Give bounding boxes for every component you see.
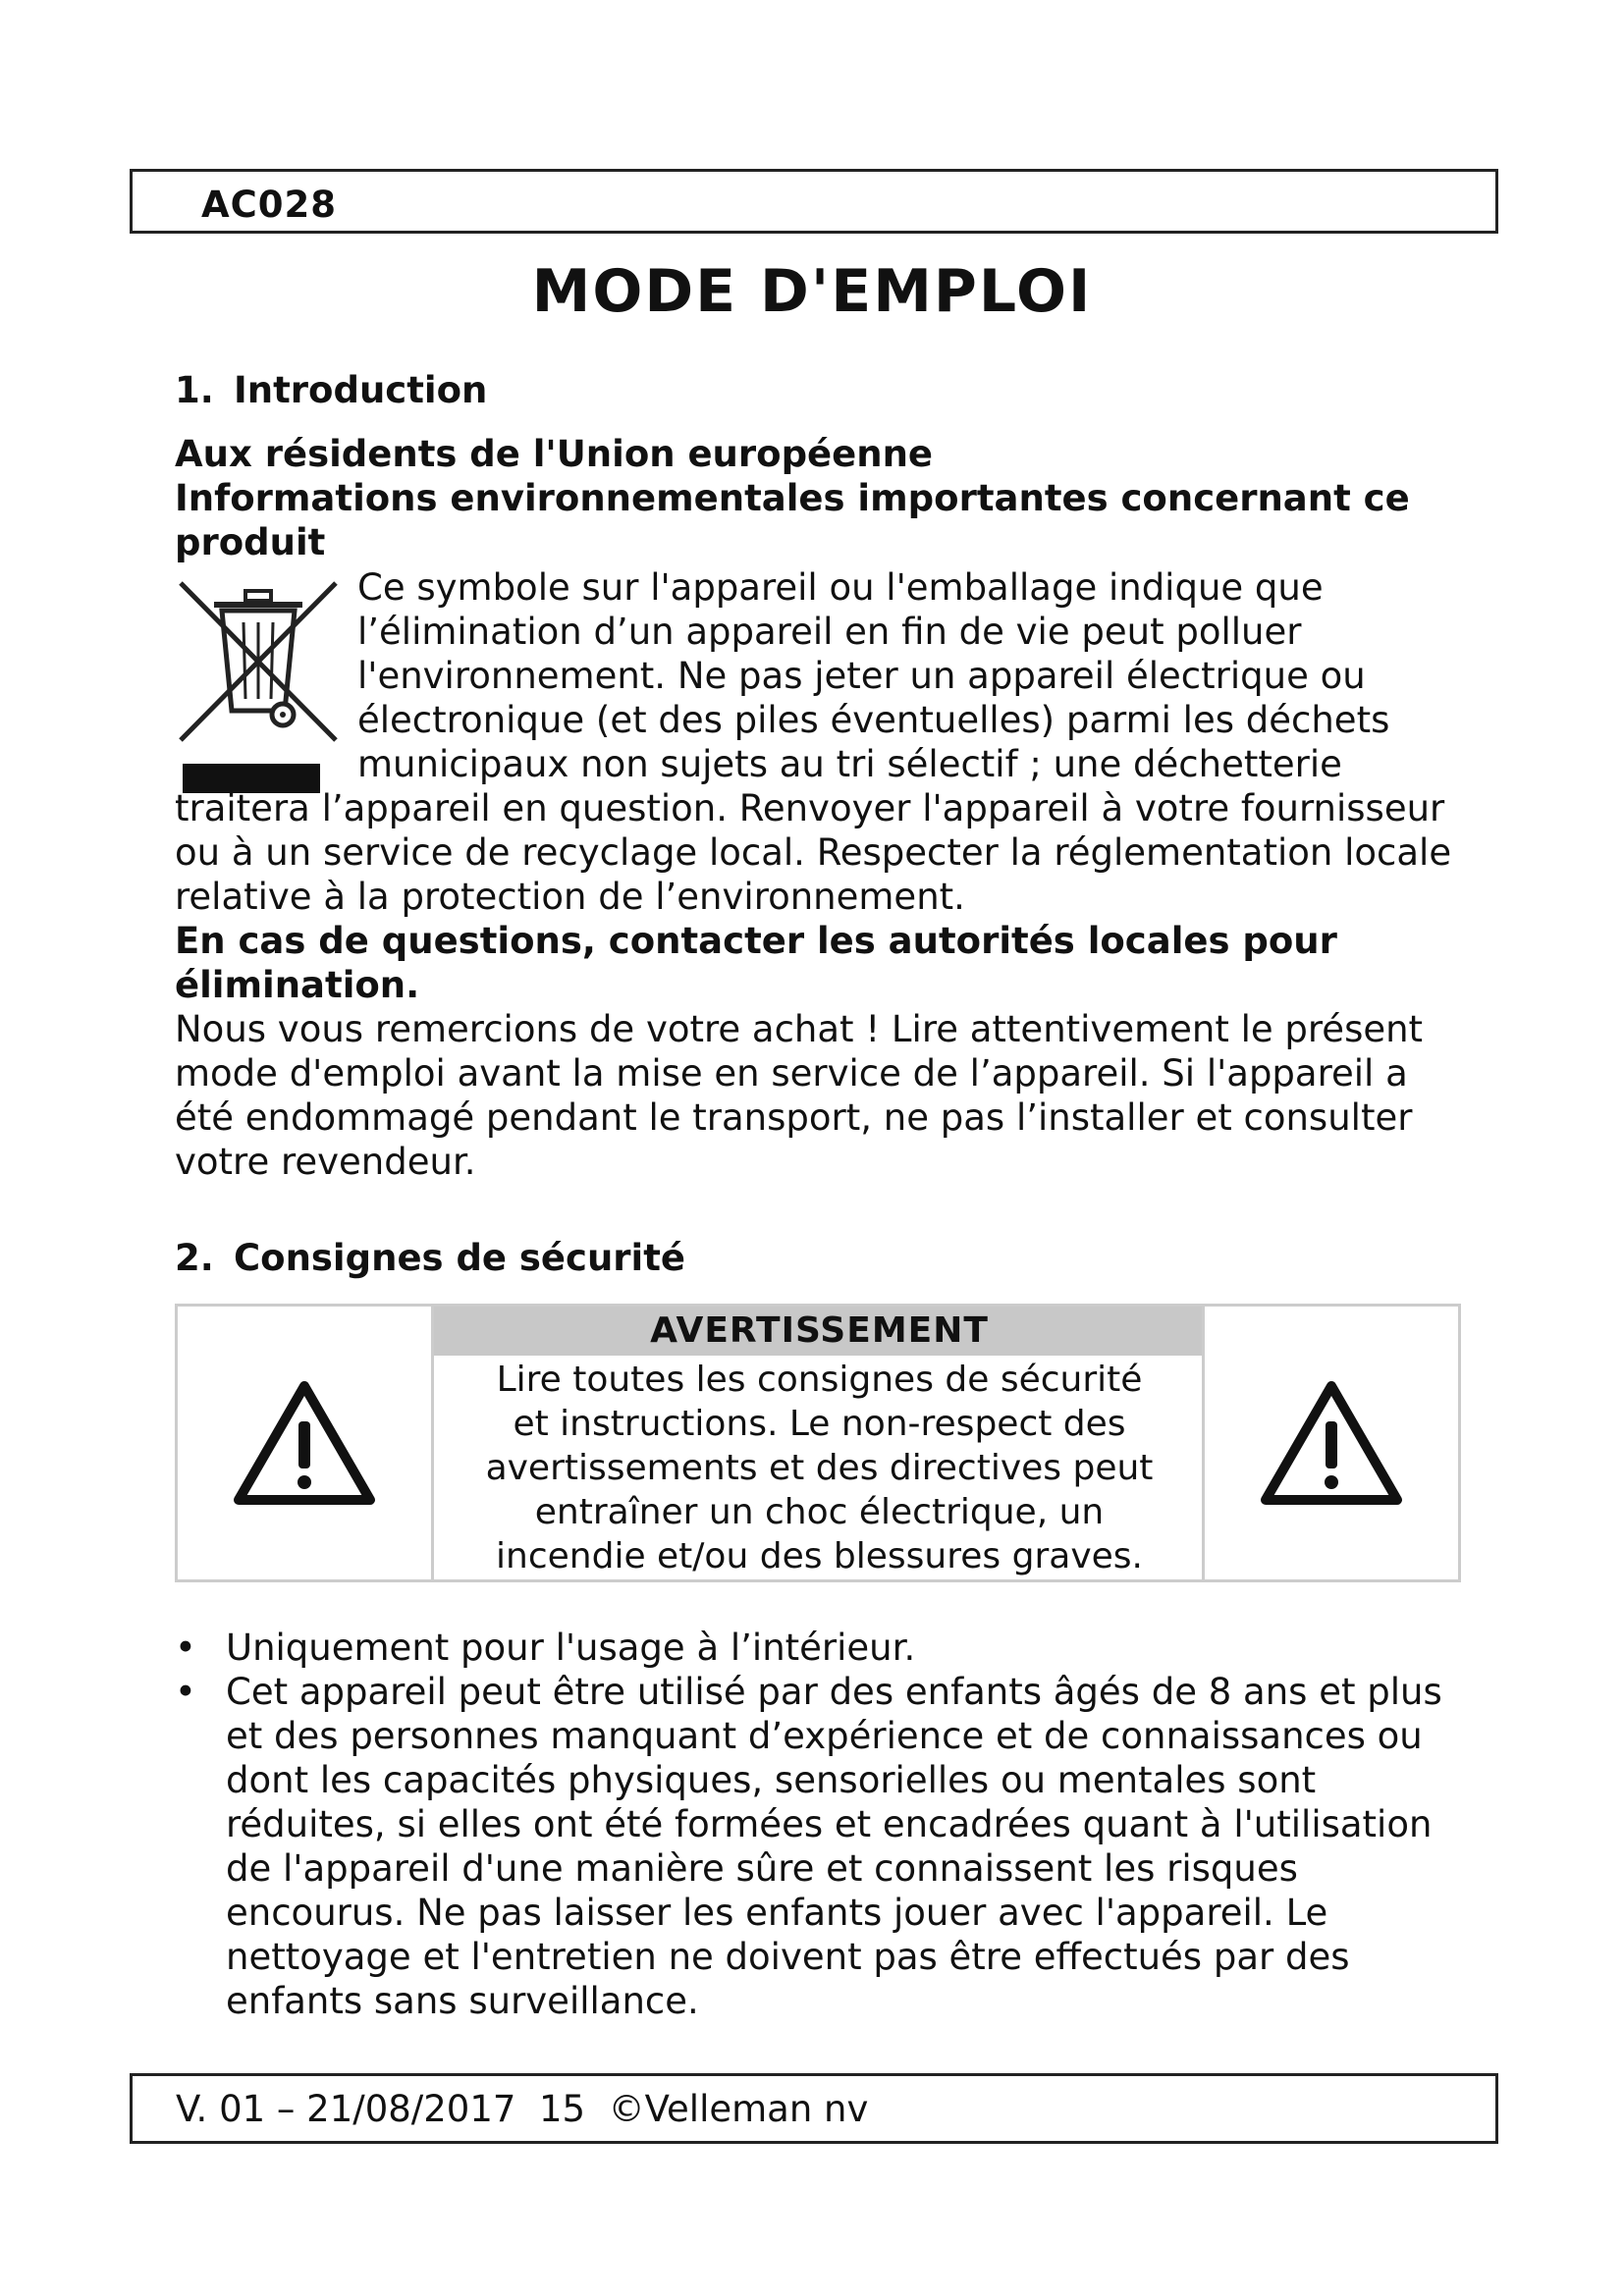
warning-line: incendie et/ou des blessures graves. bbox=[496, 1536, 1143, 1576]
env-heading-line-1: Informations environnementales importantes concernant ce bbox=[175, 477, 1410, 519]
weee-full-line: ou à un service de recyclage local. Respecter la réglementation locale bbox=[175, 831, 1452, 874]
weee-line: l'environnement. Ne pas jeter un appareil électrique ou bbox=[357, 655, 1366, 697]
crossed-out-wheelie-bin-icon bbox=[175, 571, 342, 797]
contact-notice bbox=[175, 919, 1337, 1007]
footer-copyright: ©Velleman nv bbox=[608, 2088, 869, 2130]
bullet-item bbox=[175, 1626, 1471, 1670]
warning-line: avertissements et des directives peut bbox=[485, 1448, 1154, 1488]
bullet-item bbox=[175, 1670, 1471, 2023]
bullet-line: Uniquement pour l'usage à l’intérieur. bbox=[226, 1627, 916, 1669]
section-1-number: 1. bbox=[175, 369, 214, 411]
weee-line: l’élimination d’un appareil en fin de vie peut polluer bbox=[357, 611, 1302, 653]
bullet-glyph: • bbox=[175, 1671, 196, 1713]
section-2-title bbox=[175, 1237, 685, 1279]
warning-triangle-icon bbox=[1258, 1378, 1405, 1508]
footer-page-number: 15 bbox=[538, 2088, 586, 2130]
thanks-line: été endommagé pendant le transport, ne pas l’installer et consulter bbox=[175, 1096, 1413, 1139]
weee-text-wrapped bbox=[357, 565, 1389, 786]
footer-text bbox=[176, 2088, 868, 2130]
bullet-line: et des personnes manquant d’expérience et de connaissances ou bbox=[226, 1715, 1423, 1757]
thanks-line: Nous vous remercions de votre achat ! Lire attentivement le présent bbox=[175, 1008, 1424, 1050]
thanks-paragraph bbox=[175, 1007, 1423, 1184]
warning-line: et instructions. Le non-respect des bbox=[513, 1404, 1126, 1444]
weee-icon-wrapper bbox=[175, 571, 342, 797]
warning-line: entraîner un choc électrique, un bbox=[534, 1492, 1105, 1532]
weee-full-line: relative à la protection de l’environnement. bbox=[175, 876, 965, 918]
product-code: AC028 bbox=[201, 184, 338, 226]
weee-line: municipaux non sujets au tri sélectif ; une déchetterie bbox=[357, 743, 1342, 785]
footer-version: V. 01 – 21/08/2017 bbox=[176, 2088, 516, 2130]
bullet-line: nettoyage et l'entretien ne doivent pas être effectués par des bbox=[226, 1936, 1350, 1978]
bullet-line: Cet appareil peut être utilisé par des enfants âgés de 8 ans et plus bbox=[226, 1671, 1442, 1713]
warning-icon-right-cell bbox=[1202, 1307, 1458, 1579]
section-1-title bbox=[175, 369, 487, 411]
page-title: MODE D'EMPLOI bbox=[531, 257, 1093, 326]
safety-bullet-list bbox=[175, 1626, 1471, 2023]
footer-box bbox=[130, 2073, 1498, 2144]
weee-full-line: traitera l’appareil en question. Renvoyer l'appareil à votre fournisseur bbox=[175, 787, 1445, 829]
bullet-line: réduites, si elles ont été formées et encadrées quant à l'utilisation bbox=[226, 1803, 1433, 1845]
weee-text-full bbox=[175, 786, 1451, 919]
warning-body bbox=[434, 1356, 1205, 1578]
thanks-line: mode d'emploi avant la mise en service de l’appareil. Si l'appareil a bbox=[175, 1052, 1408, 1095]
warning-text-cell bbox=[434, 1307, 1205, 1579]
thanks-line: votre revendeur. bbox=[175, 1141, 476, 1183]
bullet-line: enfants sans surveillance. bbox=[226, 1980, 699, 2022]
weee-line: électronique (et des piles éventuelles) parmi les déchets bbox=[357, 699, 1390, 741]
eu-heading: Aux résidents de l'Union européenne bbox=[175, 433, 934, 475]
bullet-line: de l'appareil d'une manière sûre et connaissent les risques bbox=[226, 1847, 1298, 1890]
bullet-glyph: • bbox=[175, 1627, 196, 1669]
section-1-label: Introduction bbox=[234, 369, 488, 411]
section-2-number: 2. bbox=[175, 1237, 214, 1279]
weee-line: Ce symbole sur l'appareil ou l'emballage indique que bbox=[357, 566, 1324, 609]
section-2-label: Consignes de sécurité bbox=[234, 1237, 686, 1279]
header-box bbox=[130, 169, 1498, 234]
contact-line: élimination. bbox=[175, 964, 420, 1006]
bullet-line: encourus. Ne pas laisser les enfants jouer avec l'appareil. Le bbox=[226, 1892, 1328, 1934]
warning-table bbox=[175, 1304, 1461, 1582]
warning-icon-left-cell bbox=[178, 1307, 434, 1579]
warning-line: Lire toutes les consignes de sécurité bbox=[496, 1360, 1143, 1400]
warning-triangle-icon bbox=[231, 1378, 378, 1508]
warning-heading: AVERTISSEMENT bbox=[434, 1307, 1205, 1356]
env-heading-line-2: produit bbox=[175, 521, 326, 563]
bullet-line: dont les capacités physiques, sensorielles ou mentales sont bbox=[226, 1759, 1317, 1801]
contact-line: En cas de questions, contacter les autorités locales pour bbox=[175, 920, 1337, 962]
